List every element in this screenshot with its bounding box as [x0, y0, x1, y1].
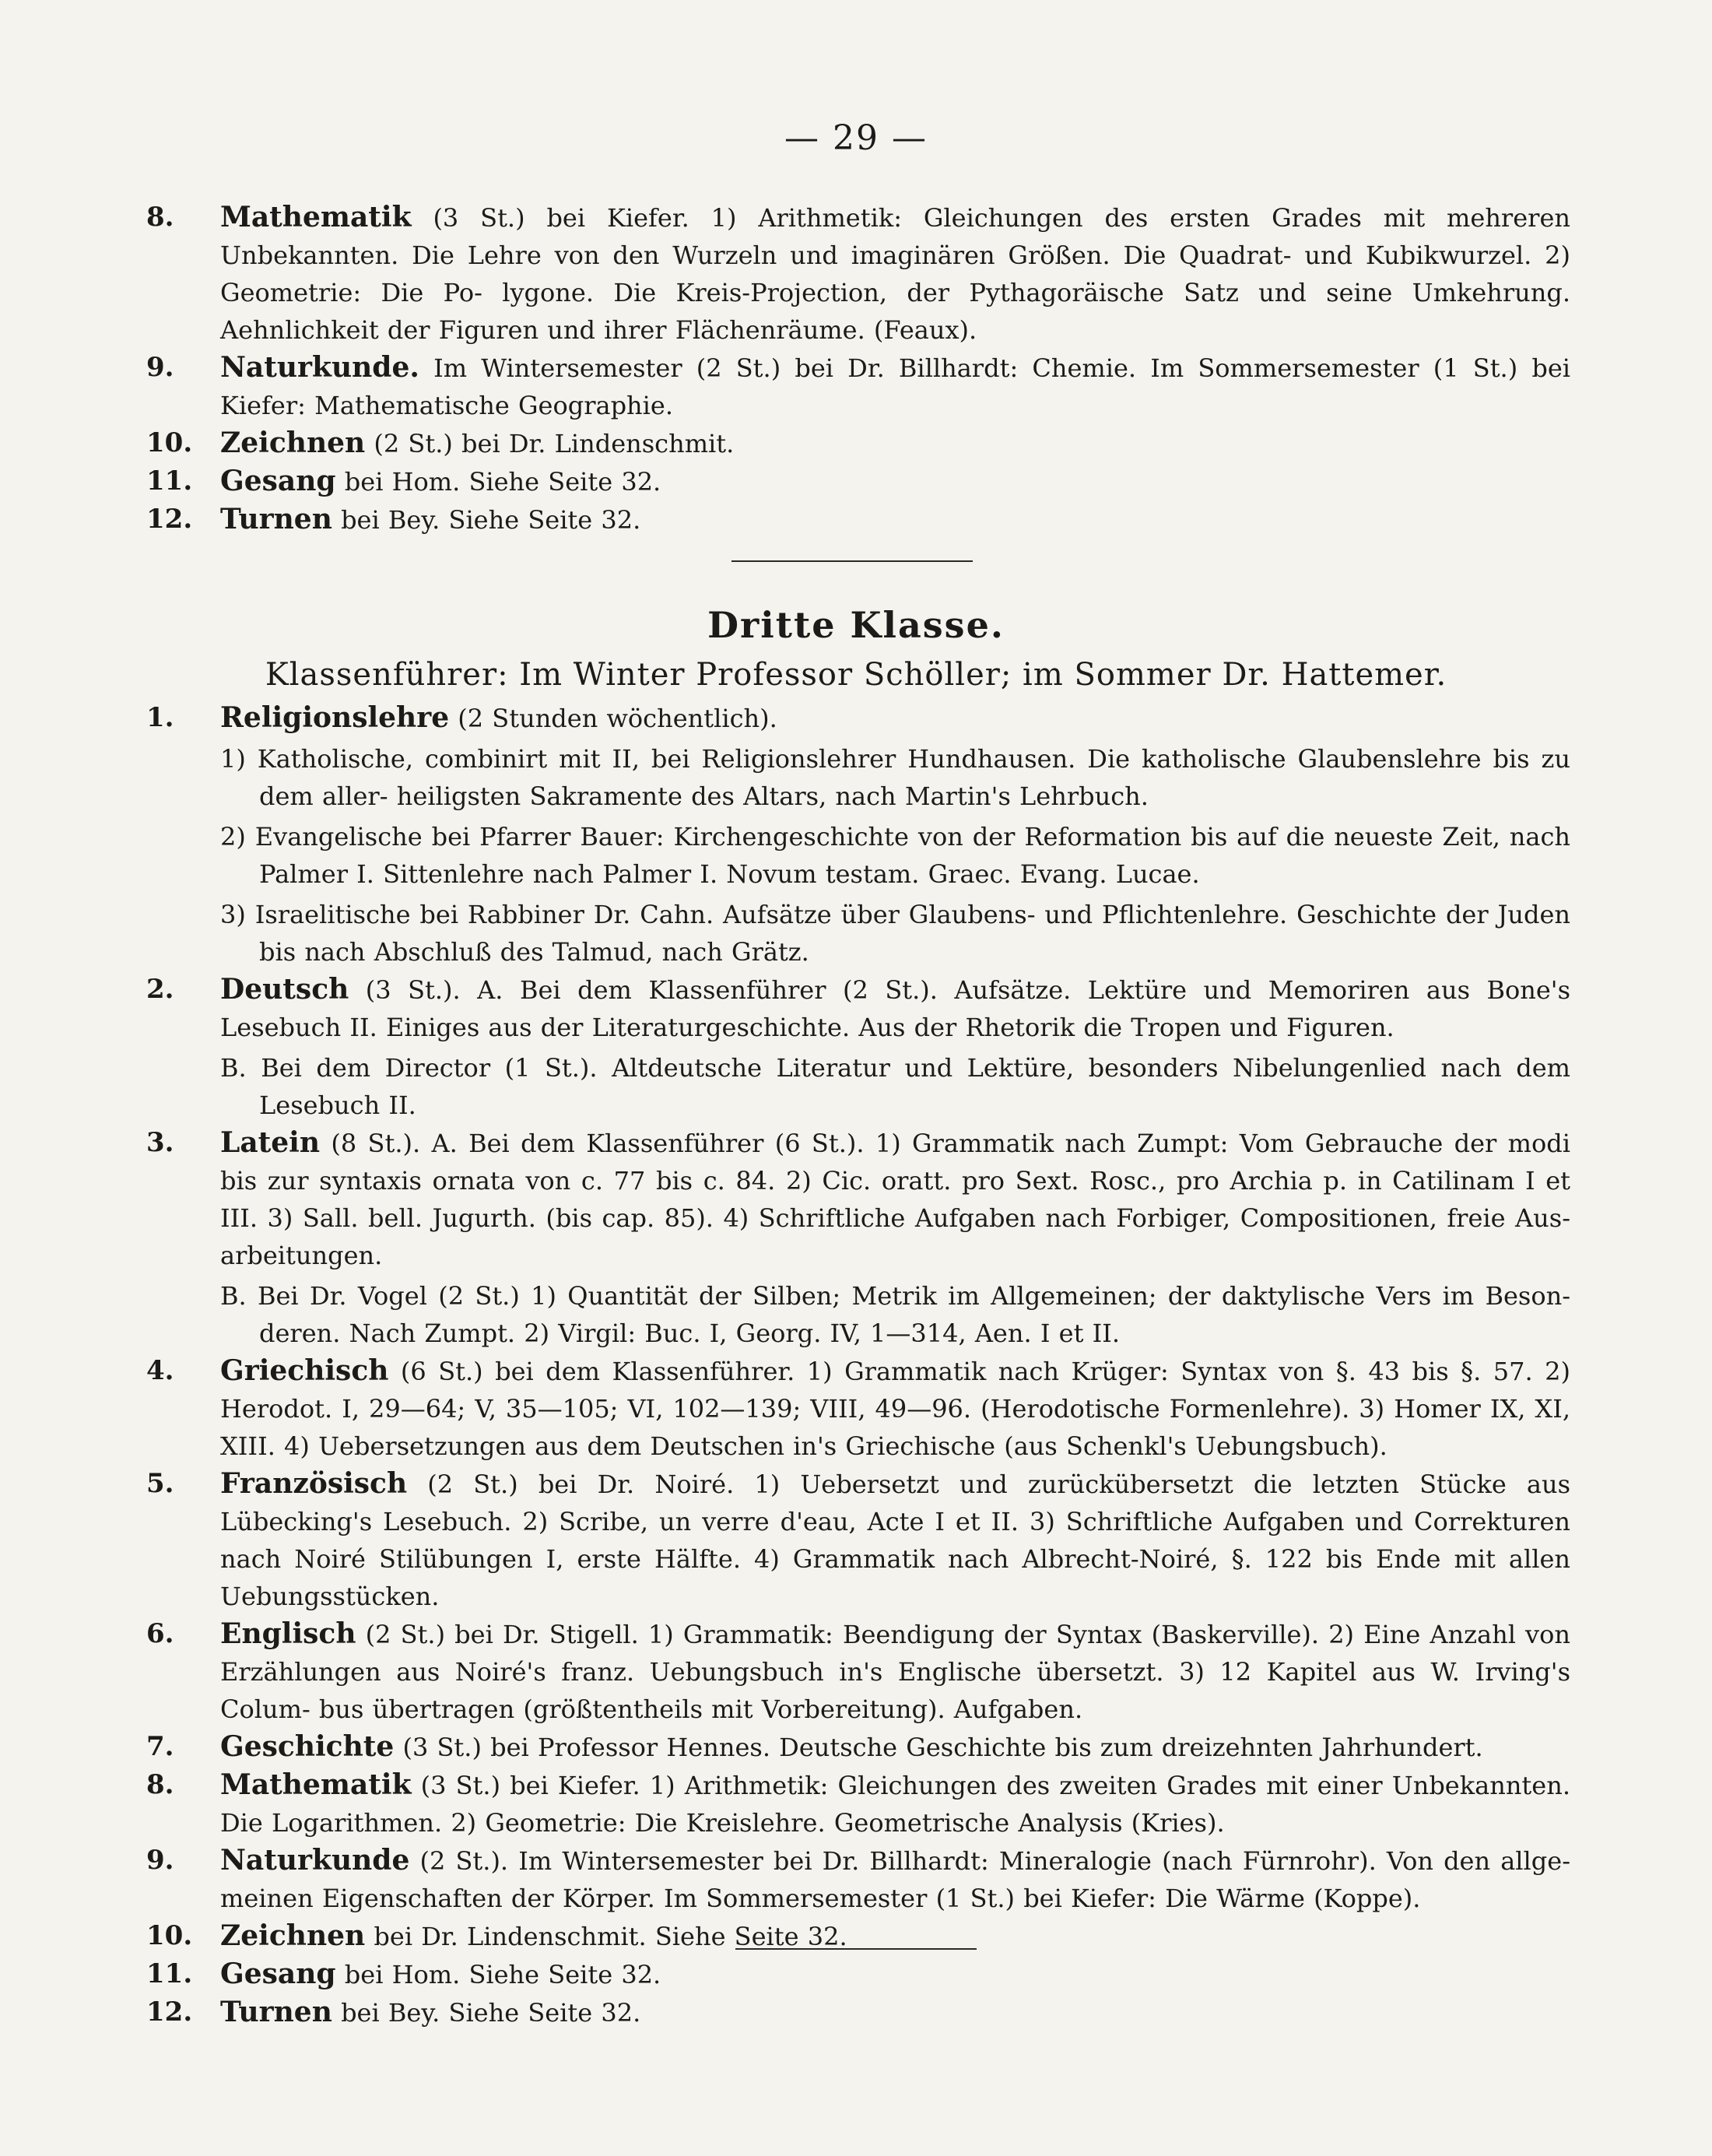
subject-heading: Mathematik: [220, 1768, 412, 1801]
subject-entry: [146, 500, 1570, 539]
divider-rule: [731, 560, 973, 562]
subject-number: 12.: [146, 504, 193, 535]
subject-entry: [146, 198, 1570, 349]
subject-heading: Mathematik: [220, 201, 412, 234]
subject-heading: Latein: [220, 1126, 321, 1159]
subject-number: 8.: [146, 1769, 174, 1800]
subject-entry: [146, 1993, 1570, 2031]
subject-text-line: bei Bey. Siehe Seite 32.: [341, 1998, 641, 2028]
subject-text-line: arbeitungen.: [220, 1241, 383, 1270]
subject-number: 9.: [146, 1845, 174, 1876]
divider-rule-bottom: [735, 1948, 977, 1950]
subject-entry: [146, 1842, 1570, 1917]
subject-number: 9.: [146, 352, 174, 383]
subject-number: 4.: [146, 1355, 174, 1386]
subject-number: 11.: [146, 1958, 193, 1989]
subject-text-line: 4) Uebersetzungen aus dem Deutschen in's Griechische (aus Schenkl's Uebungsbuch).: [284, 1431, 1387, 1461]
subject-heading: Gesang: [220, 465, 336, 497]
subject-entry: [146, 1352, 1570, 1465]
subject-heading: Turnen: [220, 503, 332, 535]
subject-text-line: Flächenräume. (Feaux).: [675, 315, 977, 345]
subject-number: 5.: [146, 1468, 174, 1499]
section-top-subjects: [146, 198, 1570, 539]
subject-subentry: [146, 818, 1570, 893]
subject-text-line: III. 3) Sall. bell. Jugurth. (bis cap. 85). 4) Schriftliche Aufgaben nach Forbiger, Compositionen, freie Aus-: [220, 1203, 1570, 1233]
subject-number: 1.: [146, 702, 174, 733]
subject-entry: [146, 1465, 1570, 1615]
subentry-text-line: heiligsten Sakramente des Altars, nach Martin's Lehrbuch.: [396, 781, 1149, 811]
subject-text-line: bei Bey. Siehe Seite 32.: [341, 505, 641, 535]
subject-heading: Zeichnen: [220, 1919, 366, 1952]
subject-text-line: 2) Scribe, un verre d'eau, Acte I et II. 3) Schriftliche Aufgaben und Correkturen nach Noiré Stilübungen I, erste: [220, 1507, 1570, 1574]
subject-text-line: (3 St.) bei Professor Hennes. Deutsche Geschichte bis zum dreizehnten Jahrhundert.: [402, 1733, 1483, 1762]
subject-entry: [146, 971, 1570, 1046]
subject-heading: Zeichnen: [220, 427, 366, 459]
subject-subentry: [146, 896, 1570, 971]
subject-subentry: [146, 740, 1570, 815]
subject-number: 10.: [146, 1920, 193, 1951]
subject-text-line: Hälfte. 4) Grammatik nach Albrecht-Noiré, §. 122 bis Ende mit allen Uebungsstücken.: [220, 1544, 1571, 1611]
subject-text-line: Logarithmen. 2) Geometrie: Die Kreislehre. Geometrische Analysis (Kries).: [272, 1808, 1225, 1838]
subject-text-line: (3 St.). A. Bei dem Klassenführer (2 St.). Aufsätze. Lektüre und Memoriren aus Bone's Lesebuch II.: [220, 975, 1571, 1042]
subject-entry: [146, 699, 1570, 737]
subject-heading: Turnen: [220, 1996, 332, 2028]
subject-text-line: (3 St.) bei Kiefer. 1) Arithmetik: Gleichungen des zweiten Grades mit einer Unbekannten. Die: [220, 1771, 1571, 1838]
subject-heading: Griechisch: [220, 1354, 389, 1387]
subject-entry: [146, 1615, 1570, 1728]
subject-heading: Religionslehre: [220, 701, 450, 734]
class-leader: Klassenführer: Im Winter Professor Schöller; im Sommer Dr. Hattemer.: [265, 657, 1447, 693]
subentry-text-line: Sittenlehre nach Palmer I. Novum testam. Graec. Evang. Lucae.: [383, 859, 1200, 889]
subject-heading: Naturkunde: [220, 1844, 410, 1877]
subject-number: 10.: [146, 427, 193, 458]
subject-number: 7.: [146, 1731, 174, 1762]
subentry-text-line: Abschluß des Talmud, nach Grätz.: [374, 937, 809, 967]
subject-number: 3.: [146, 1127, 174, 1158]
subject-entry: [146, 1728, 1570, 1766]
subject-heading: Geschichte: [220, 1730, 395, 1763]
subject-heading: Französisch: [220, 1467, 408, 1500]
subject-entry: [146, 424, 1570, 462]
subject-number: 11.: [146, 465, 193, 497]
subject-number: 12.: [146, 1996, 193, 2028]
subject-heading: Naturkunde.: [220, 351, 419, 384]
subject-text-line: (6 St.) bei dem Klassenführer. 1) Grammatik nach Krüger: Syntax von §. 43 bis §. 57. 2) Herodot.: [220, 1357, 1570, 1424]
subentry-text-line: B. Bei dem Director (1 St.). Altdeutsche Literatur und Lektüre, besonders Nibelungenlied nach dem Lesebuch II.: [220, 1053, 1570, 1120]
subject-text-line: zur syntaxis ornata von c. 77 bis c. 84. 2) Cic. oratt. pro Sext. Rosc., pro Archia p. in Catilinam I et: [267, 1166, 1571, 1196]
subject-text-line: (2 Stunden wöchentlich).: [458, 704, 777, 733]
subject-heading: Englisch: [220, 1617, 356, 1650]
subject-text-line: lygone. Die Kreis-Projection, der Pythagoräische Satz und seine Umkehrung. Aehnlichkeit der Figuren und ihrer: [220, 278, 1571, 345]
subject-text-line: Mathematische Geographie.: [314, 391, 673, 420]
subject-text-line: (2 St.) bei Dr. Lindenschmit.: [374, 429, 735, 458]
subject-text-line: Die Lehre von den Wurzeln und imaginären Größen. Die Quadrat- und Kubikwurzel. 2) Geometrie: Die Po-: [220, 241, 1571, 307]
subject-text-line: bus übertragen (größtentheils mit Vorbereitung). Aufgaben.: [318, 1694, 1083, 1724]
subject-text-line: (2 St.) bei Dr. Stigell. 1) Grammatik: Beendigung der Syntax (Baskerville). 2) Eine Anzahl von: [365, 1620, 1571, 1649]
subject-text-line: (2 St.) bei Dr. Noiré. 1) Uebersetzt und zurückübersetzt die letzten Stücke aus Lübecking's Lesebuch.: [220, 1470, 1570, 1536]
subject-number: 2.: [146, 974, 174, 1005]
subject-heading: Gesang: [220, 1958, 336, 1990]
subentry-text-line: B. Bei Dr. Vogel (2 St.) 1) Quantität der Silben; Metrik im Allgemeinen; der daktylische Vers im Beson-: [220, 1281, 1570, 1311]
subject-text-line: meinen Eigenschaften der Körper. Im Sommersemester (1 St.) bei Kiefer: Die Wärme (Koppe).: [220, 1884, 1421, 1913]
subject-text-line: Einiges aus der Literaturgeschichte. Aus der Rhetorik die Tropen und Figuren.: [385, 1013, 1395, 1042]
class-title: Dritte Klasse.: [707, 604, 1005, 646]
subject-text-line: bei Dr. Lindenschmit. Siehe Seite 32.: [374, 1922, 847, 1951]
subject-entry: [146, 349, 1570, 424]
subentry-text-line: 2) Evangelische bei Pfarrer Bauer: Kirchengeschichte von der Reformation bis auf die neueste Zeit, nach Palmer I.: [220, 822, 1570, 889]
subject-text-line: Im Wintersemester (2 St.) bei Dr. Billhardt: Chemie. Im Sommersemester (1 St.) bei Kiefer:: [220, 353, 1571, 420]
subject-number: 6.: [146, 1618, 174, 1649]
subject-number: 8.: [146, 202, 174, 233]
subject-text-line: (8 St.). A. Bei dem Klassenführer (6 St.). 1) Grammatik nach Zumpt: Vom Gebrauche der modi bis: [220, 1129, 1571, 1196]
subentry-text-line: 1) Katholische, combinirt mit II, bei Religionslehrer Hundhausen. Die katholische Glaubenslehre bis zu dem aller-: [220, 744, 1570, 811]
subject-entry: [146, 1955, 1570, 1993]
subject-entry: [146, 1124, 1570, 1274]
subject-entry: [146, 462, 1570, 500]
page-number: — 29 —: [784, 118, 928, 158]
subject-subentry: [146, 1277, 1570, 1352]
subentry-text-line: 3) Israelitische bei Rabbiner Dr. Cahn. Aufsätze über Glaubens- und Pflichtenlehre. Geschichte der Juden bis nach: [220, 900, 1570, 967]
subentry-text-line: deren. Nach Zumpt. 2) Virgil: Buc. I, Georg. IV, 1—314, Aen. I et II.: [259, 1319, 1121, 1348]
subject-text-line: Erzählungen aus Noiré's franz. Uebungsbuch in's Englische übersetzt. 3) 12 Kapitel aus W. Irving's Colum-: [220, 1657, 1570, 1724]
subject-text-line: (3 St.) bei Kiefer. 1) Arithmetik: Gleichungen des ersten Grades mit mehreren Unbekannten.: [220, 203, 1571, 270]
subject-entry: [146, 1766, 1570, 1842]
subject-text-line: bei Hom. Siehe Seite 32.: [344, 467, 661, 497]
subject-text-line: (2 St.). Im Wintersemester bei Dr. Billhardt: Mineralogie (nach Fürnrohr). Von den allge-: [419, 1846, 1571, 1876]
subject-text-line: I, 29—64; V, 35—105; VI, 102—139; VIII, 49—96. (Herodotische Formenlehre). 3) Homer IX, XI, XIII.: [220, 1394, 1571, 1461]
section-main-subjects: [146, 699, 1570, 2031]
subject-heading: Deutsch: [220, 973, 349, 1006]
subject-text-line: bei Hom. Siehe Seite 32.: [344, 1960, 661, 1989]
subject-subentry: [146, 1049, 1570, 1124]
